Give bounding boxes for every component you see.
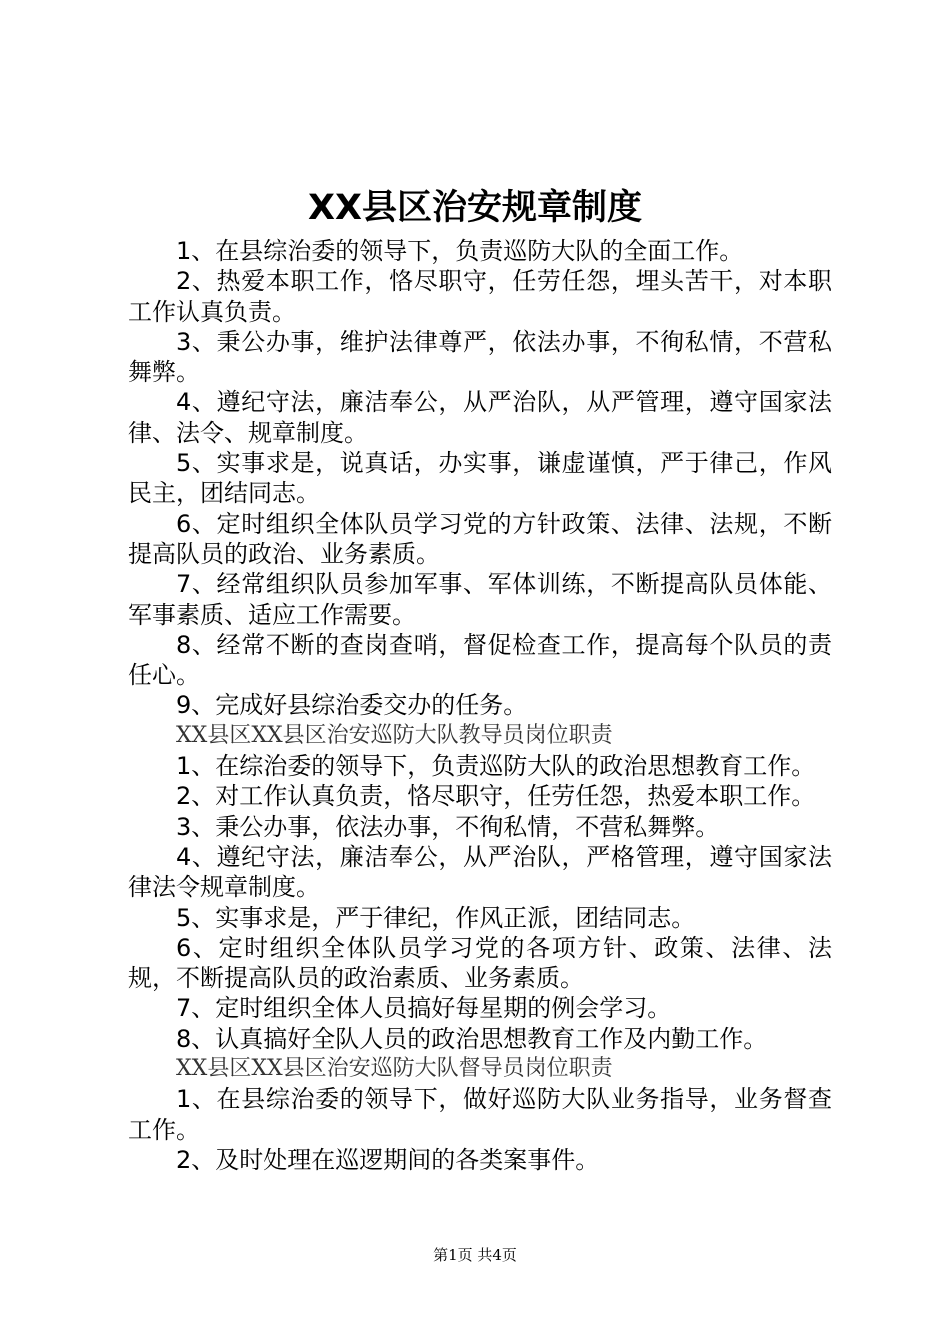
section1-item-1: 1、在县综治委的领导下，负责巡防大队的全面工作。 [176,237,744,265]
section3-item-1: 1、在县综治委的领导下，做好巡防大队业务指导，业务督查工作。 [128,1085,832,1144]
section2-item-3: 3、秉公办事，依法办事，不徇私情，不营私舞弊。 [176,812,720,841]
document-body [128,236,832,1175]
section2-heading: XX县区XX县区治安巡防大队教导员岗位职责 [176,722,613,748]
section1-item-4: 4、遵纪守法，廉洁奉公，从严治队，从严管理，遵守国家法律、法令、规章制度。 [128,388,832,447]
section1-item-3: 3、秉公办事，维护法律尊严，依法办事，不徇私情，不营私舞弊。 [128,327,832,387]
section1-item-6: 6、定时组织全体队员学习党的方针政策、法律、法规，不断提高队员的政治、业务素质。 [128,509,832,568]
section2-item-6: 6、定时组织全体队员学习党的各项方针、政策、法律、法规，不断提高队员的政治素质、业务素质。 [128,933,832,993]
page-footer: 第1页 共4页 [433,1246,517,1264]
section1-item-2: 2、热爱本职工作，恪尽职守，任劳任怨，埋头苦干，对本职工作认真负责。 [128,267,832,326]
section2-item-1: 1、在综治委的领导下，负责巡防大队的政治思想教育工作。 [176,752,816,781]
section2-item-4: 4、遵纪守法，廉洁奉公，从严治队，严格管理，遵守国家法律法令规章制度。 [128,842,832,902]
section3-heading: XX县区XX县区治安巡防大队督导员岗位职责 [176,1056,613,1082]
section1-item-7: 7、经常组织队员参加军事、军体训练，不断提高队员体能、军事素质、适应工作需要。 [128,570,832,629]
section1-item-5: 5、实事求是，说真话，办实事，谦虚谨慎，严于律己，作风民主，团结同志。 [128,449,832,508]
section2-item-7: 7、定时组织全体人员搞好每星期的例会学习。 [176,994,672,1023]
section1-item-8: 8、经常不断的查岗查哨，督促检查工作，提高每个队员的责任心。 [128,630,832,690]
section2-item-5: 5、实事求是，严于律纪，作风正派，团结同志。 [176,903,696,932]
section2-item-2: 2、对工作认真负责，恪尽职守，任劳任怨，热爱本职工作。 [176,782,816,811]
document-title: XX县区治安规章制度 [308,188,642,228]
section3-item-2: 2、及时处理在巡逻期间的各类案事件。 [176,1145,600,1174]
section2-item-8: 8、认真搞好全队人员的政治思想教育工作及内勤工作。 [176,1024,768,1053]
section1-item-9: 9、完成好县综治委交办的任务。 [176,691,528,720]
